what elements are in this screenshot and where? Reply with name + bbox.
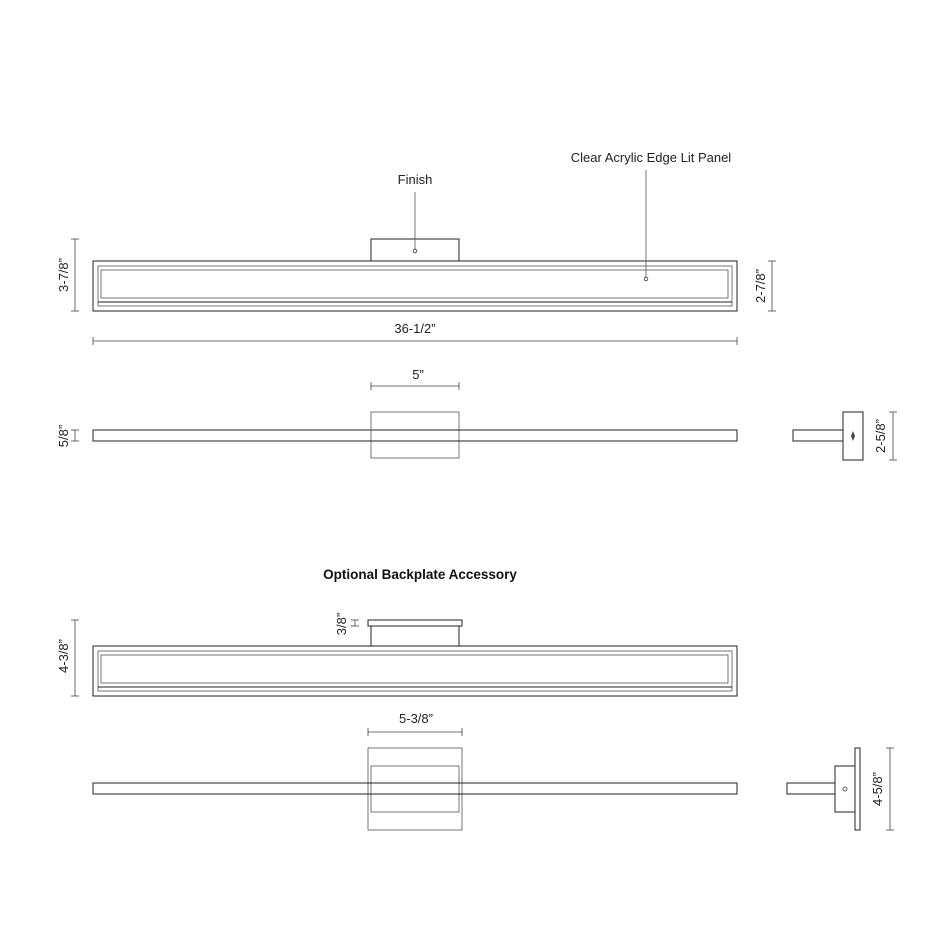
backplate-top-view [93,711,737,830]
bar-top [93,430,737,441]
bp-width-dim-label: 5-3/8” [399,711,433,726]
bp-fixture-frame-inner [98,651,732,691]
acrylic-panel [101,270,728,298]
section-title: Optional Backplate Accessory [323,567,517,582]
backplate-top-edge [368,620,462,626]
backplate-plate [368,748,462,830]
panel-marker [644,277,648,281]
bp-acrylic-panel [101,655,728,683]
bp-side-bar [787,783,835,794]
bp-height-dim-label: 4-3/8” [56,639,71,673]
panel-height-dim-label: 2-7/8” [753,269,768,303]
top-view [56,367,737,458]
front-view [56,150,776,345]
backplate-front-view [56,613,737,696]
side-bar [793,430,843,441]
depth-dim-label: 5/8” [56,424,71,448]
bp-bar-top [93,783,737,794]
side-height-dim-label: 2-5/8” [873,419,888,453]
side-view [793,412,897,460]
backplate-canopy-top [371,766,459,812]
side-screw-icon [851,431,855,441]
canopy-top [371,412,459,458]
fixture-frame-inner [98,266,732,306]
backplate-canopy [371,626,459,646]
bp-side-plate [855,748,860,830]
fixture-frame-outer [93,261,737,311]
panel-label: Clear Acrylic Edge Lit Panel [570,150,732,165]
bp-fixture-frame-outer [93,646,737,696]
width-dim-label: 36-1/2” [394,321,436,336]
bp-side-height-dim-label: 4-5/8” [870,772,885,806]
finish-label: Finish [397,172,433,187]
backplate-side-view [787,748,894,830]
canopy-width-dim-label: 5” [412,367,424,382]
thickness-dim-label: 3/8” [334,612,349,636]
finish-marker [413,249,417,253]
height-dim-label: 3-7/8” [56,258,71,292]
bp-side-screw-icon [843,787,847,791]
